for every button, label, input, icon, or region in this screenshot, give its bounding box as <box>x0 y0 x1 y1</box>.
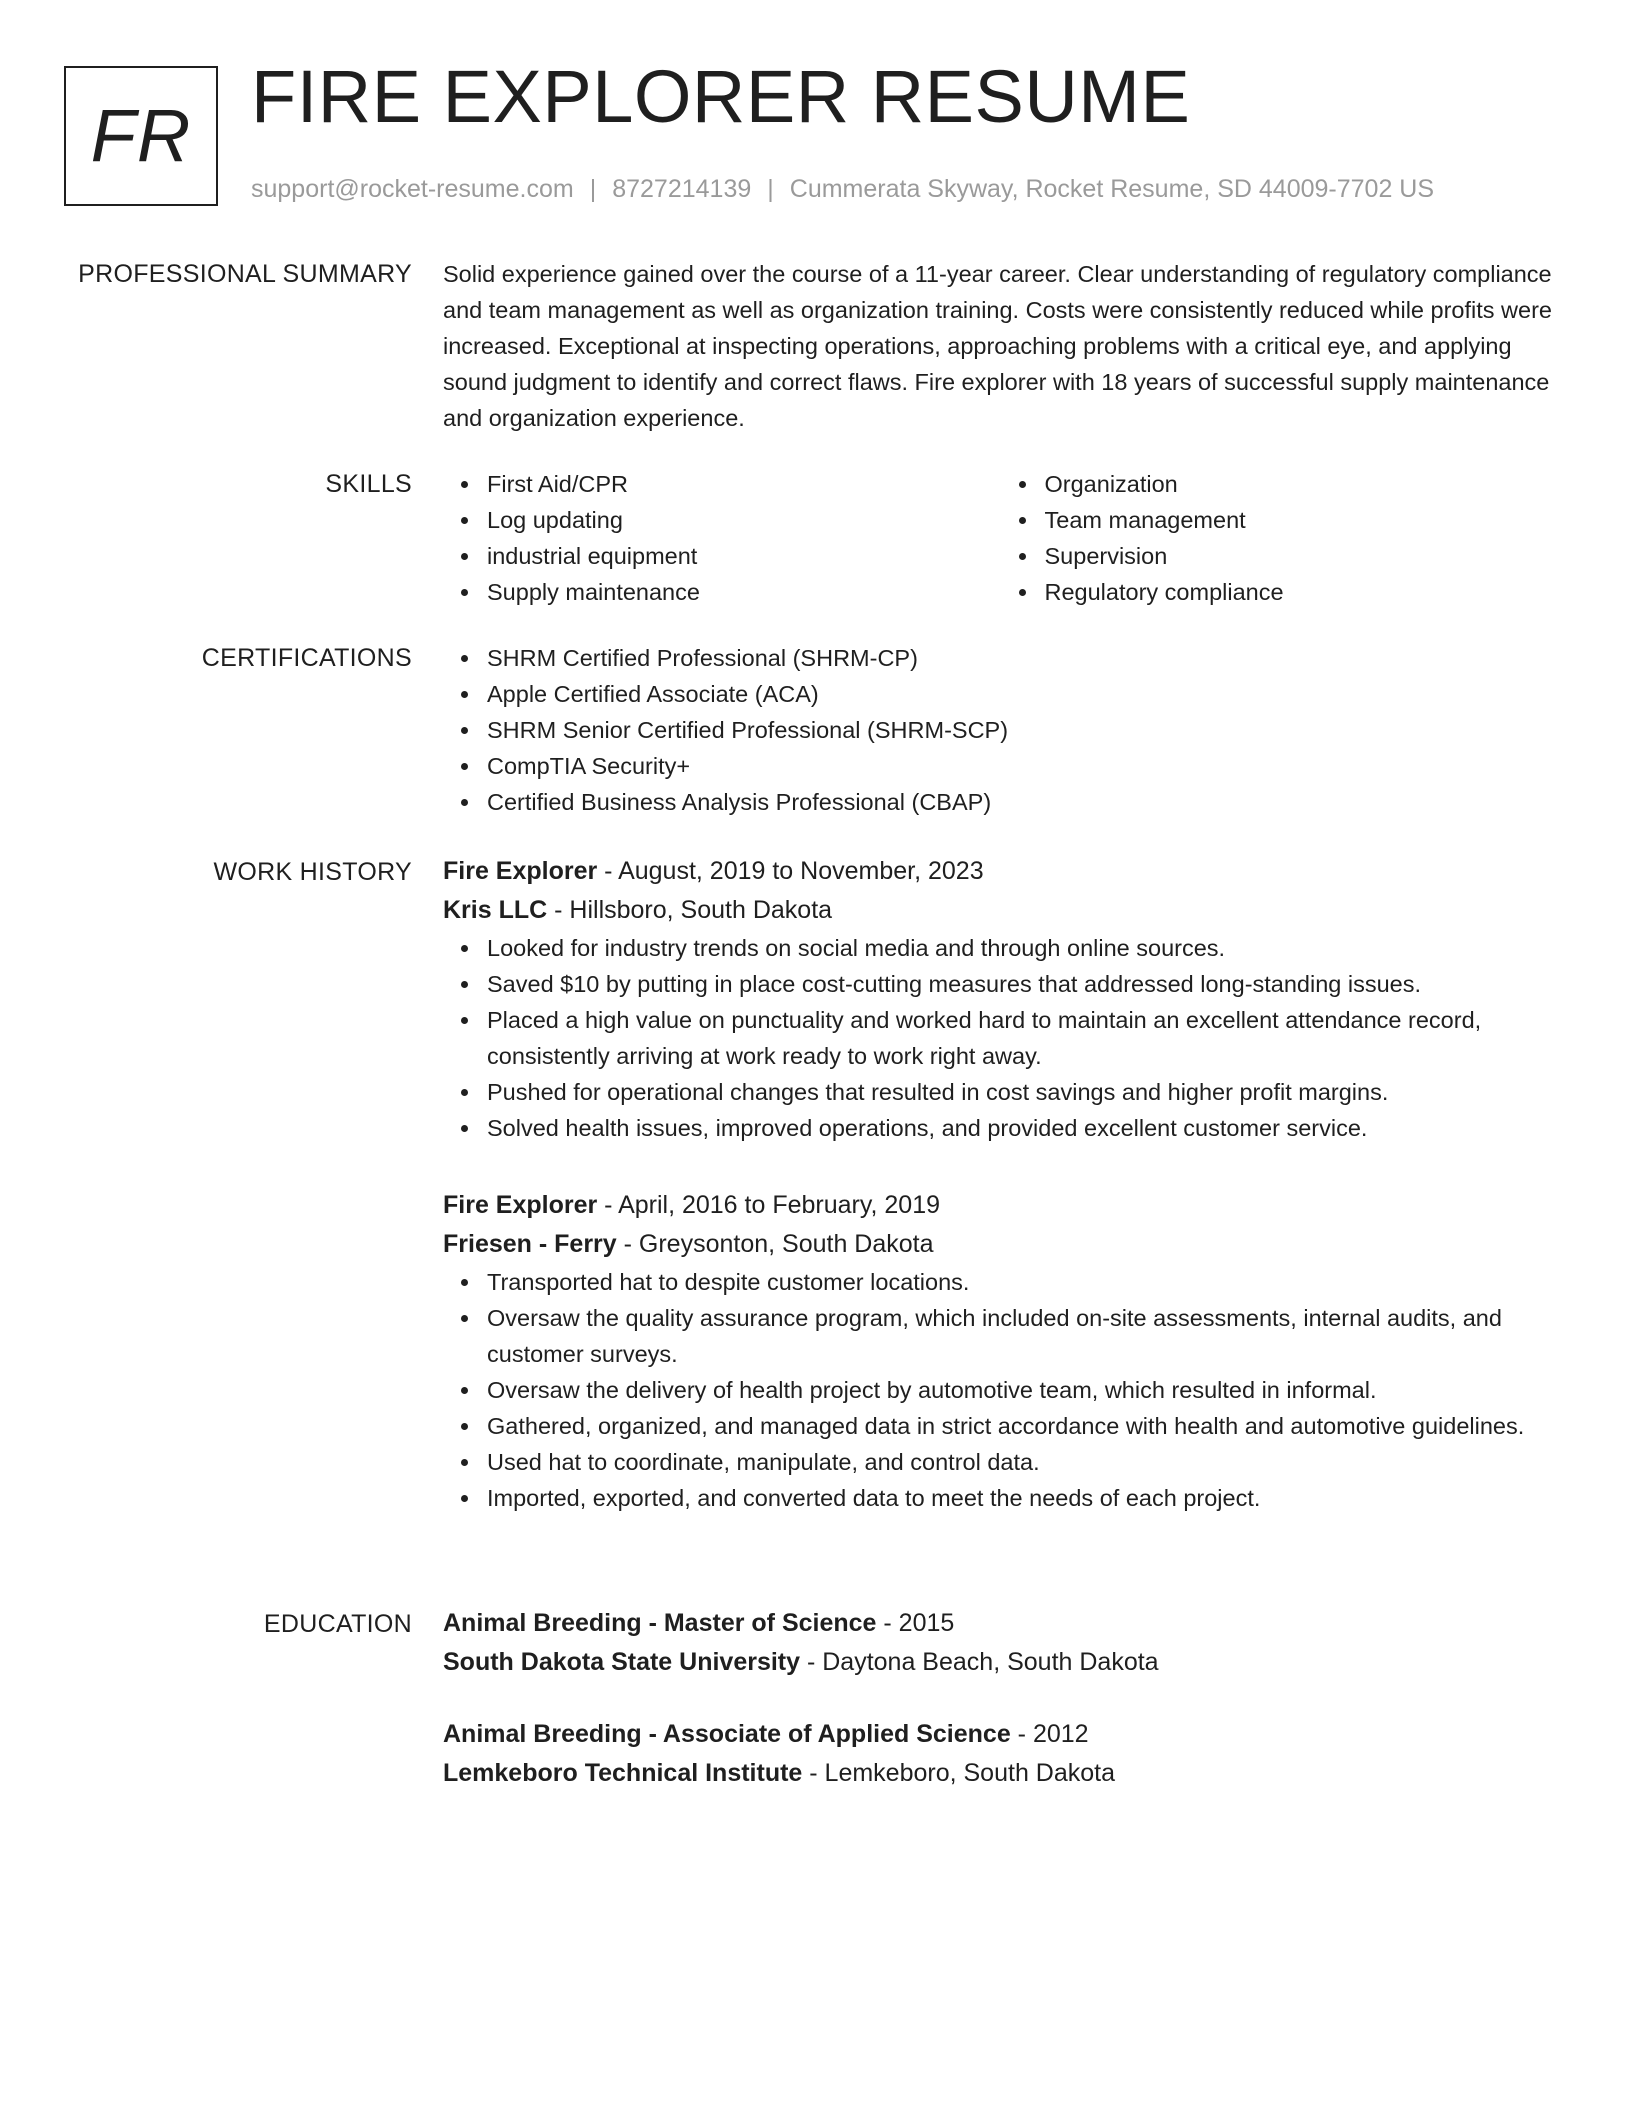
skills-column-2 <box>1001 466 1559 610</box>
job-bullet: Transported hat to despite customer locations. <box>487 1264 1558 1300</box>
job-bullet: Placed a high value on punctuality and worked hard to maintain an excellent attendance record, consistently arriving at work ready to work right away. <box>487 1002 1558 1074</box>
skills-section <box>443 466 1558 610</box>
section-label-education: EDUCATION <box>263 1610 412 1638</box>
section-label-skills: SKILLS <box>325 470 412 498</box>
skill-item: industrial equipment <box>487 538 1001 574</box>
contact-email[interactable]: support@rocket-resume.com <box>251 175 574 203</box>
job-title-line <box>443 852 1558 891</box>
job-dates: - April, 2016 to February, 2019 <box>597 1191 941 1219</box>
monogram-box <box>64 66 218 206</box>
job-bullet: Solved health issues, improved operations, and provided excellent customer service. <box>487 1110 1558 1146</box>
job-bullets <box>443 930 1558 1146</box>
skill-item: First Aid/CPR <box>487 466 1001 502</box>
job-dates: - August, 2019 to November, 2023 <box>597 857 984 885</box>
contact-separator: | <box>589 175 597 203</box>
education-location: - Daytona Beach, South Dakota <box>800 1648 1159 1676</box>
skill-item: Supply maintenance <box>487 574 1001 610</box>
education-entry <box>443 1604 1558 1682</box>
education-degree-line <box>443 1715 1558 1754</box>
job-location: - Greysonton, South Dakota <box>616 1230 934 1258</box>
skill-item: Supervision <box>1045 538 1559 574</box>
education-school-line <box>443 1643 1558 1682</box>
education-year: - 2012 <box>1010 1720 1089 1748</box>
certification-item: Apple Certified Associate (ACA) <box>487 676 1558 712</box>
job-bullet: Used hat to coordinate, manipulate, and control data. <box>487 1444 1558 1480</box>
contact-address: Cummerata Skyway, Rocket Resume, SD 44009-7702 US <box>789 175 1435 203</box>
education-school-line <box>443 1754 1558 1793</box>
skill-item: Organization <box>1045 466 1559 502</box>
job-company-line <box>443 891 1558 930</box>
job-bullet: Oversaw the delivery of health project by automotive team, which resulted in informal. <box>487 1372 1558 1408</box>
job-bullet: Oversaw the quality assurance program, which included on-site assessments, internal audits, and customer surveys. <box>487 1300 1558 1372</box>
work-section <box>443 852 1558 1516</box>
certifications-section <box>443 640 1558 820</box>
education-section <box>443 1604 1558 1793</box>
job-bullet: Looked for industry trends on social media and through online sources. <box>487 930 1558 966</box>
education-degree-line <box>443 1604 1558 1643</box>
skills-column-1 <box>443 466 1001 610</box>
job-title: Fire Explorer <box>443 1191 598 1219</box>
section-label-certifications: CERTIFICATIONS <box>201 644 412 672</box>
section-label-summary: PROFESSIONAL SUMMARY <box>78 260 412 288</box>
education-school: Lemkeboro Technical Institute <box>443 1759 803 1787</box>
job-bullet: Gathered, organized, and managed data in strict accordance with health and automotive guidelines. <box>487 1408 1558 1444</box>
certification-item: SHRM Senior Certified Professional (SHRM-SCP) <box>487 712 1558 748</box>
education-location: - Lemkeboro, South Dakota <box>802 1759 1115 1787</box>
job-bullet: Saved $10 by putting in place cost-cutting measures that addressed long-standing issues. <box>487 966 1558 1002</box>
monogram-initials: FR <box>90 94 192 177</box>
job-company: Friesen - Ferry <box>443 1230 617 1258</box>
education-school: South Dakota State University <box>443 1648 801 1676</box>
certifications-list <box>443 640 1558 820</box>
section-label-work: WORK HISTORY <box>213 858 412 886</box>
summary-section <box>443 256 1558 436</box>
skill-item: Regulatory compliance <box>1045 574 1559 610</box>
job-title-line <box>443 1186 1558 1225</box>
education-entry <box>443 1715 1558 1793</box>
skill-item: Team management <box>1045 502 1559 538</box>
job-entry <box>443 1186 1558 1516</box>
job-company: Kris LLC <box>443 896 548 924</box>
contact-separator: | <box>767 175 774 203</box>
certification-item: SHRM Certified Professional (SHRM-CP) <box>487 640 1558 676</box>
summary-text: Solid experience gained over the course of a 11-year career. Clear understanding of regulatory compliance and team management as well as organization training. Costs were consistently reduced while profits were increased. Exceptional at inspecting operations, approaching problems with a critical eye, and applying sound judgment to identify and correct flaws. Fire explorer with 18 years of successful supply maintenance and organization experience. <box>443 261 1552 431</box>
education-degree: Animal Breeding - Associate of Applied Science <box>443 1720 1011 1748</box>
education-degree: Animal Breeding - Master of Science <box>443 1609 877 1637</box>
job-bullets <box>443 1264 1558 1516</box>
skills-grid <box>443 466 1558 610</box>
job-title: Fire Explorer <box>443 857 598 885</box>
skill-item: Log updating <box>487 502 1001 538</box>
job-bullet: Imported, exported, and converted data to meet the needs of each project. <box>487 1480 1558 1516</box>
certification-item: Certified Business Analysis Professional (CBAP) <box>487 784 1558 820</box>
certification-item: CompTIA Security+ <box>487 748 1558 784</box>
job-bullet: Pushed for operational changes that resulted in cost savings and higher profit margins. <box>487 1074 1558 1110</box>
job-location: - Hillsboro, South Dakota <box>547 896 833 924</box>
job-entry <box>443 852 1558 1146</box>
contact-phone[interactable]: 8727214139 <box>612 175 752 203</box>
resume-title: FIRE EXPLORER RESUME <box>251 55 1191 138</box>
contact-line <box>251 174 1434 204</box>
job-company-line <box>443 1225 1558 1264</box>
education-year: - 2015 <box>876 1609 955 1637</box>
